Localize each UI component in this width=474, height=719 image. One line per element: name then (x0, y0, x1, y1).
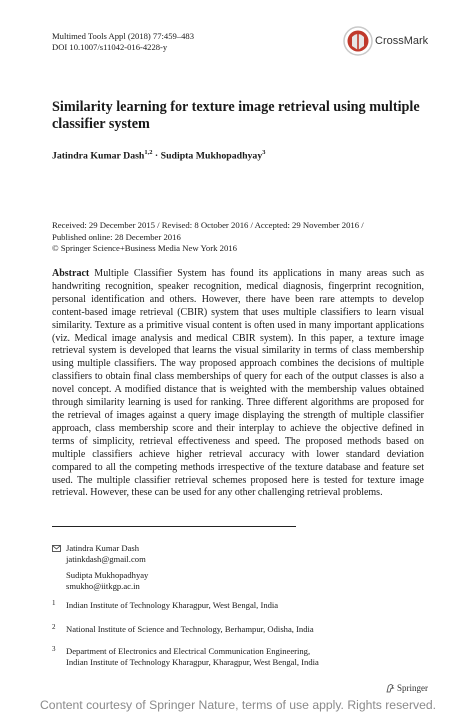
contact-email[interactable]: smukho@iitkgp.ac.in (66, 581, 140, 591)
affiliation-text: Indian Institute of Technology Kharagpur, Kharagpur, West Bengal, India (66, 657, 319, 667)
affiliation-number: 2 (52, 623, 56, 631)
springer-horse-icon (385, 683, 395, 693)
abstract-paragraph (52, 268, 424, 500)
author-affiliation-marker: 1,2 (144, 149, 153, 156)
doi-line: DOI 10.1007/s11042-016-4228-y (52, 42, 168, 52)
author-separator: · (152, 150, 161, 162)
footnote-divider (52, 526, 296, 527)
affiliation-text: Department of Electronics and Electrical Communication Engineering, (66, 646, 311, 656)
abstract-text: Multiple Classifier System has found its applications in many areas such as handwriting recognition, speaker recognition, medical diagnosis, fingerprint recognition, personal identification and others. However, there have been rare attempts to develop content-based image retrieval (CBIR) system that uses multiple classifiers to learn visual similarity. Texture as a primitive visual content is often used in many important applications (viz. Medical image analysis and medical CBIR system). In this paper, a texture image retrieval system is developed that learns the visual similarity in terms of class membership using multiple classifiers. The way proposed approach combines the decisions of multiple classifiers to obtain final class memberships of query for each of the output classes is also a novel concept. A modified distance that is weighted with the membership values obtained through similarity learning is used for ranking. Three different algorithms are proposed for the retrieval of images against a query image displaying the strength of multiple classifier approach, class membership score and their interplay to achieve the objective defined in terms of simplicity, retrieval effectiveness and speed. The proposed methods based on multiple classifiers achieve higher retrieval accuracy with lower standard deviation compared to all the competing methods irrespective of the texture database and feature set used. The multiple classifier retrieval schemes proposed here is tested for texture image retrieval. However, these can be used for any other challenging retrieval problems. (52, 268, 424, 499)
crossmark-icon (343, 26, 373, 56)
journal-citation: Multimed Tools Appl (2018) 77:459–483 (52, 31, 194, 41)
abstract-heading: Abstract (52, 268, 90, 279)
contact-email[interactable]: jatinkdash@gmail.com (66, 554, 146, 564)
crossmark-badge[interactable] (343, 26, 428, 56)
author-affiliation-marker: 3 (262, 149, 266, 156)
author-name: Jatindra Kumar Dash (52, 150, 145, 162)
contact-name: Jatindra Kumar Dash (66, 543, 140, 553)
crossmark-label: CrossMark (375, 35, 429, 47)
envelope-icon (52, 545, 61, 552)
history-published: Published online: 28 December 2016 (52, 231, 181, 242)
history-dates: Received: 29 December 2015 / Revised: 8 October 2016 / Accepted: 29 November 2016 / (52, 220, 364, 230)
copyright-line: © Springer Science+Business Media New York 2016 (52, 243, 237, 254)
publisher-mark (385, 683, 428, 693)
affiliation-number: 1 (52, 599, 56, 607)
affiliation-number: 3 (52, 645, 56, 653)
article-title: Similarity learning for texture image retrieval using multiple classifier system (52, 99, 420, 132)
affiliation-text: Indian Institute of Technology Kharagpur, West Bengal, India (66, 600, 279, 610)
article-history (52, 220, 432, 255)
publisher-name: Springer (397, 683, 428, 693)
affiliation-text: National Institute of Science and Technology, Berhampur, Odisha, India (66, 624, 314, 634)
courtesy-watermark: Content courtesy of Springer Nature, terms of use apply. Rights reserved. (40, 698, 437, 712)
author-line (52, 149, 265, 161)
contact-name: Sudipta Mukhopadhyay (66, 570, 149, 580)
author-name: Sudipta Mukhopadhyay (160, 150, 263, 162)
